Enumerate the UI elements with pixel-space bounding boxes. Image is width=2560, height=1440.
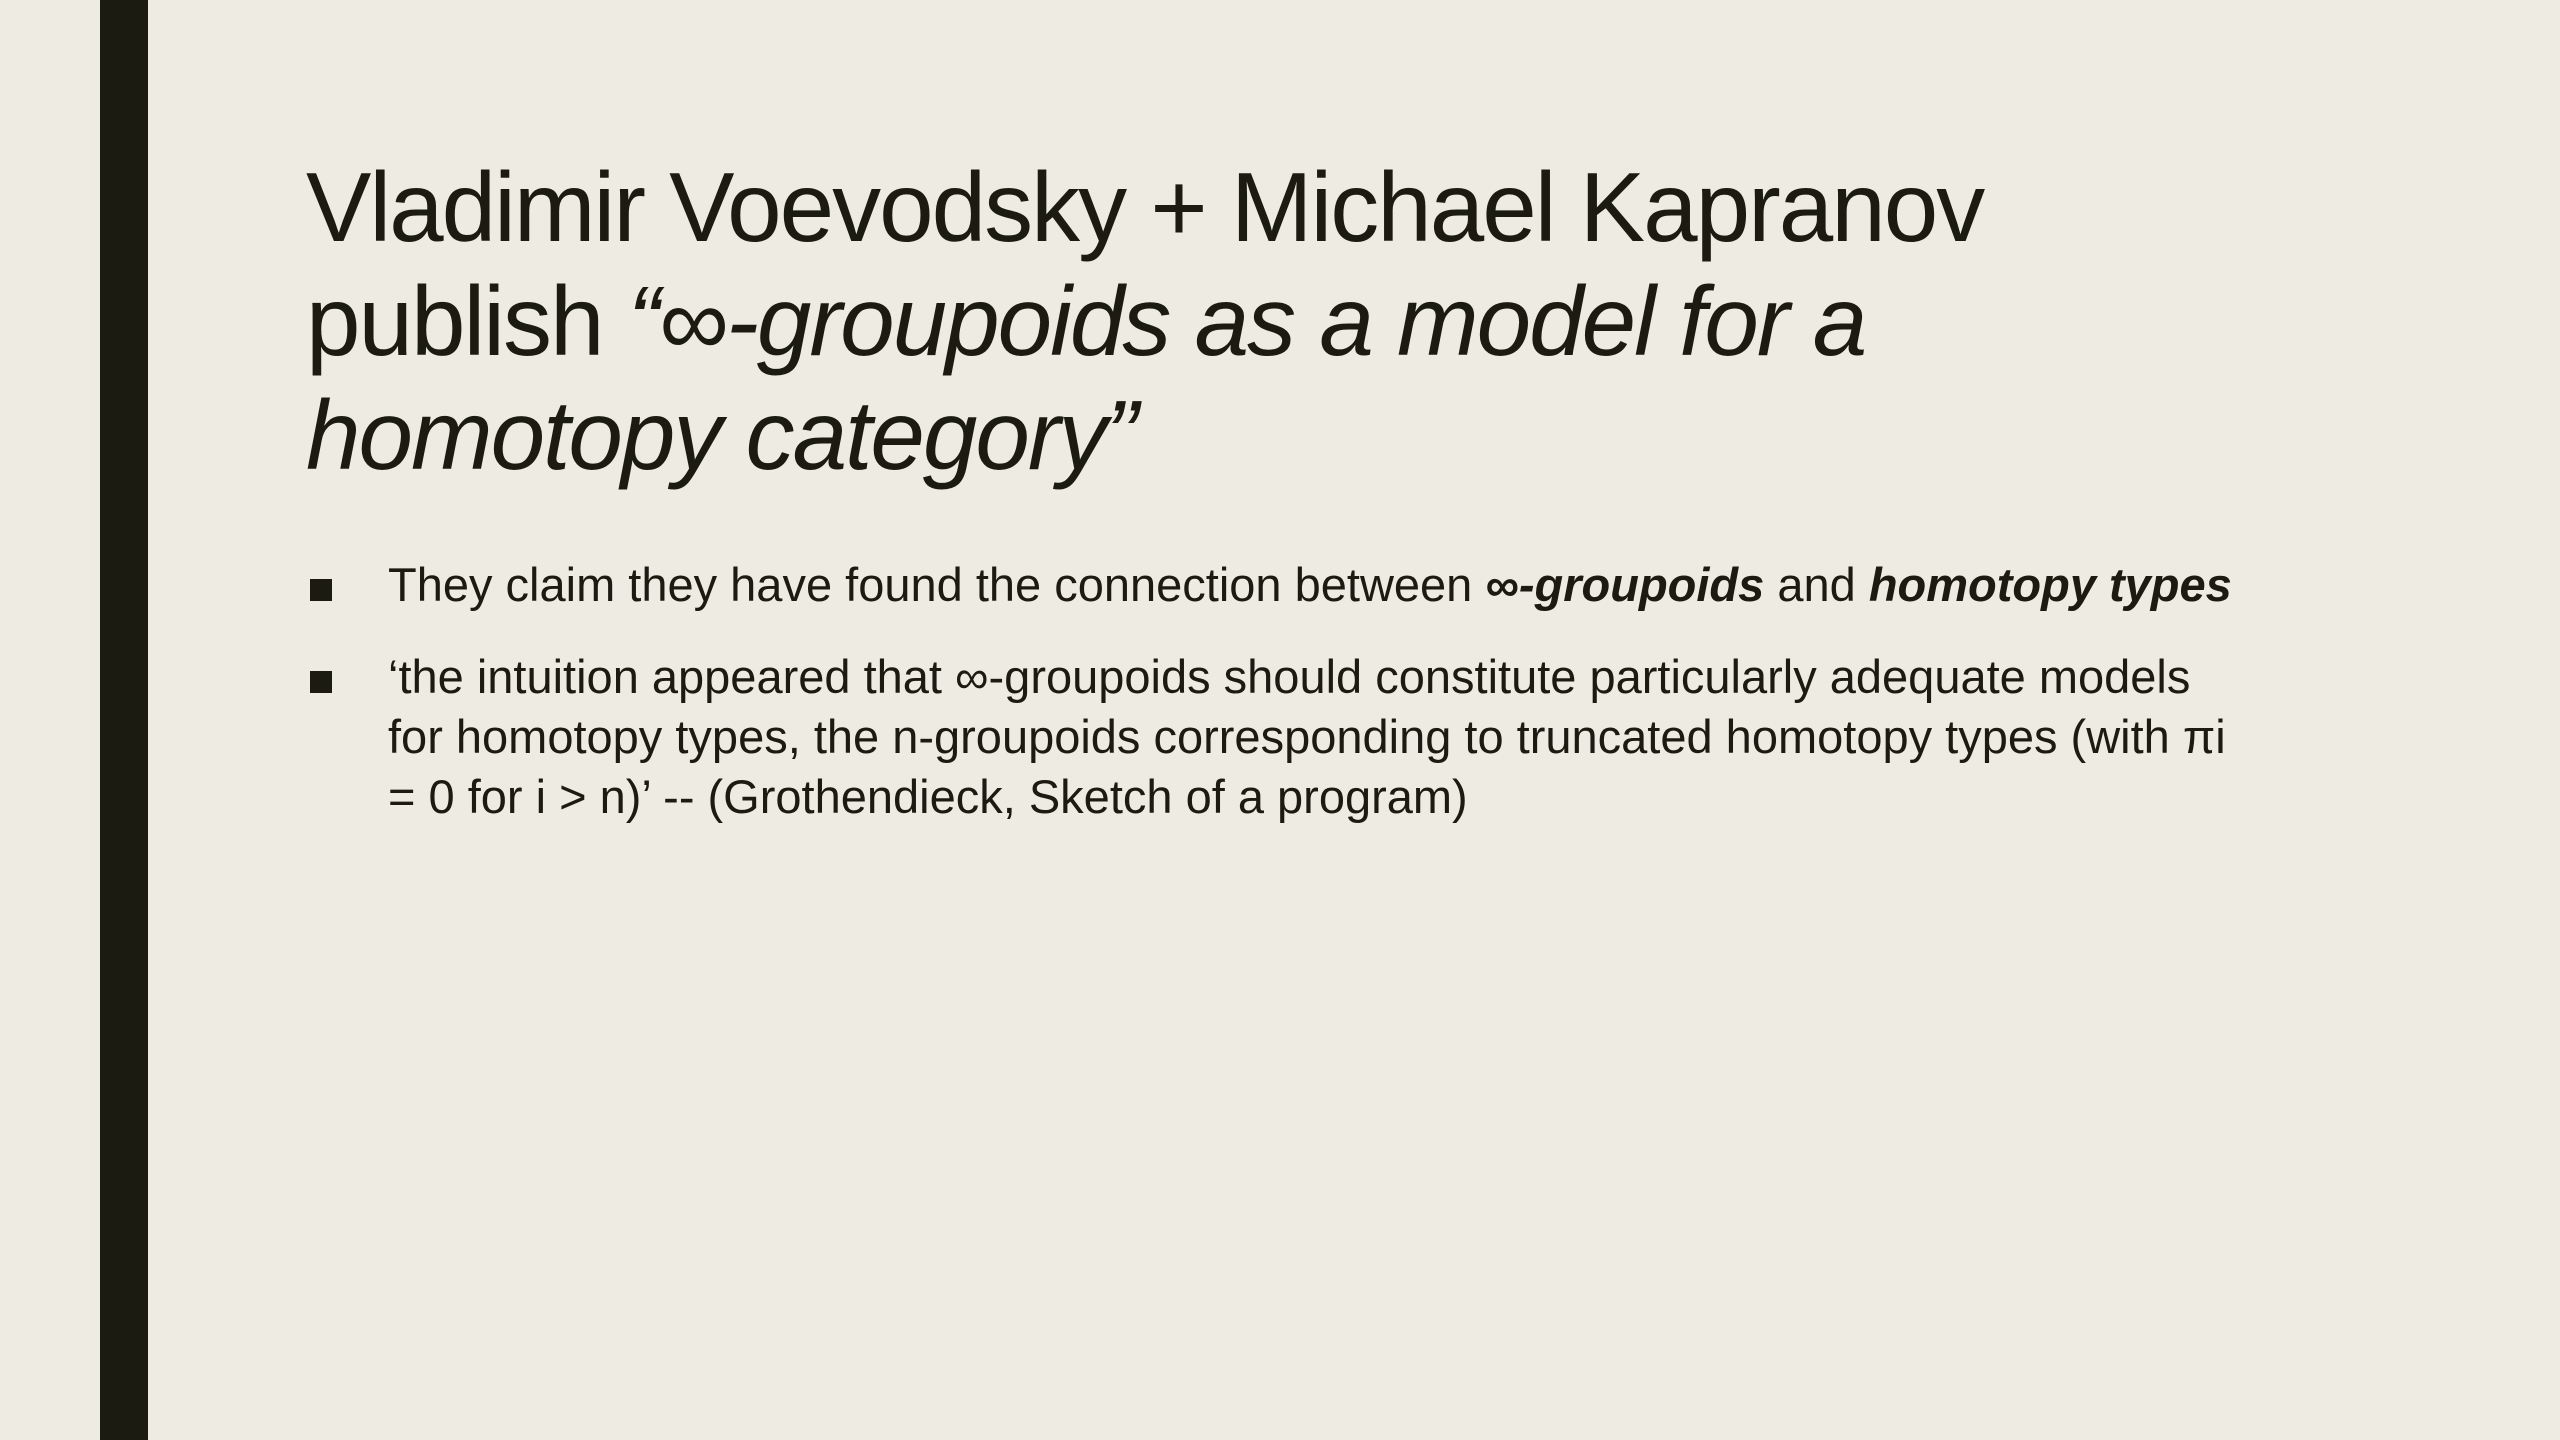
title-line-2-italic: “∞-groupoids as a model for a: [627, 266, 1866, 376]
bullet-item-1: [306, 555, 2256, 615]
bullet-item-2: [306, 647, 2256, 827]
title-line-3-italic: homotopy category”: [306, 380, 1137, 490]
left-accent-bar: [100, 0, 148, 1440]
title-line-1: Vladimir Voevodsky + Michael Kapranov: [306, 152, 1984, 262]
slide-title: [306, 150, 2286, 492]
bullet-list: [306, 555, 2256, 859]
bullet-1-emphasis-2: homotopy types: [1868, 558, 2232, 611]
square-bullet-icon: [310, 579, 332, 601]
bullet-2-text: ‘the intuition appeared that ∞-groupoids should constitute particularly adequate models for homotopy types, the n-groupoids corresponding to truncated homotopy types (with πi = 0 for i > n)’ -- (Grothendieck, Sketch of a program): [388, 650, 2226, 823]
bullet-1-text-1: They claim they have found the connection between: [388, 558, 1486, 611]
square-bullet-icon: [310, 671, 332, 693]
bullet-1-emphasis-1: ∞-groupoids: [1485, 558, 1765, 611]
bullet-1-text-2: and: [1764, 558, 1869, 611]
title-line-2-plain: publish: [306, 266, 628, 376]
